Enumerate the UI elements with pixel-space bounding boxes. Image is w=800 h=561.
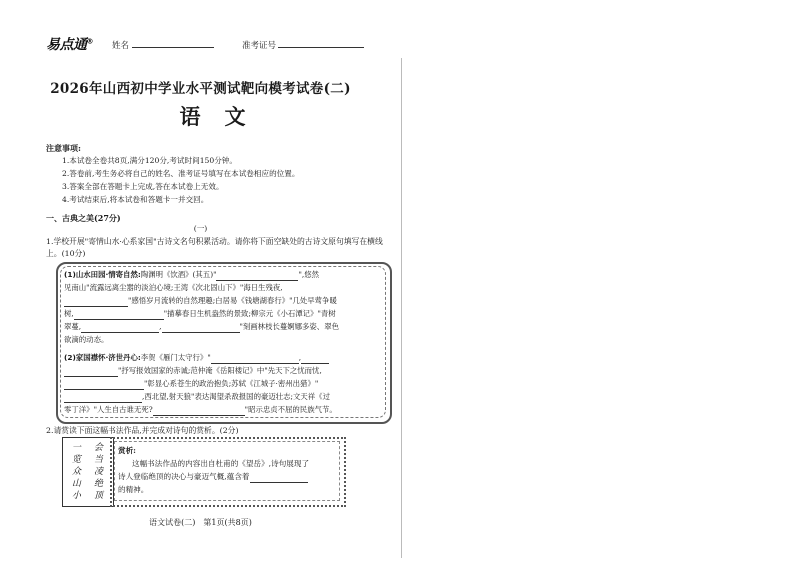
exam-title: 2026年山西初中学业水平测试靶向模考试卷(二): [50, 81, 351, 97]
block1-line: 树, "描摹春日生机盎然的景致;柳宗元《小石潭记》"青树: [64, 307, 380, 320]
notice-item: 2.答卷前,考生务必将自己的姓名、准考证号填写在本试卷相应的位置。: [62, 169, 300, 178]
block2-line: 零丁洋》"人生自古谁无死? "昭示忠贞不屈的民族气节。: [64, 403, 380, 416]
block1-line: 翠蔓, , "刻画林枝长蔓婀娜多姿、翠色: [64, 320, 380, 333]
notice-item: 3.答案全部在答题卡上完成,答在本试卷上无效。: [62, 182, 224, 191]
notice-item: 4.考试结束后,将本试卷和答题卡一并交回。: [62, 195, 209, 204]
appreciation-label: 赏析:: [118, 446, 136, 455]
appreciation-text: [118, 444, 338, 496]
block1-line: "感悟岁月流转的自然理趣;白居易《钱塘湖春行》"几处早莺争暖: [64, 294, 380, 307]
block2-line: "抒写报效国家的赤诚;范仲淹《岳阳楼记》中"先天下之忧而忧,: [64, 364, 380, 377]
block2-line: (2)家国襟怀·济世丹心:李贺《雁门太守行》" ,: [64, 351, 380, 364]
calligraphy-column: 会当凌绝顶: [93, 443, 103, 501]
page-footer: 语文试卷(二) 第1页(共8页): [149, 518, 252, 527]
appreciation-line: 诗人登临绝顶的决心与豪迈气概,蕴含着: [118, 472, 250, 481]
block2-line: "彰显心系苍生的政治抱负;苏轼《江城子·密州出猎》": [64, 377, 380, 390]
part-heading: (一): [193, 224, 208, 233]
name-blank: [132, 38, 214, 48]
block1-line: 欲滴的动态。: [64, 335, 109, 344]
block1-line: (1)山水田园·情寄自然:陶渊明《饮酒》(其五)" ",悠然: [64, 268, 380, 281]
section-heading: 一、古典之美(27分): [46, 213, 121, 223]
block1-line: 见南山"流露远离尘嚣的淡泊心境;王湾《次北固山下》"海日生残夜,: [64, 283, 283, 292]
calligraphy-column: 一览众山小: [71, 443, 81, 501]
appreciation-line: 这幅书法作品的内容出自杜甫的《望岳》,诗句展现了: [132, 459, 310, 468]
block2-line: ,西北望,射天狼"表达渴望杀敌报国的豪迈壮志;文天祥《过: [64, 390, 380, 403]
exam-number-label: 准考证号: [242, 41, 277, 51]
appreciation-line: 的精神。: [118, 485, 149, 494]
notice-heading: 注意事项:: [46, 143, 81, 153]
brand-logo: 易点通®: [46, 37, 93, 53]
answer-blank[interactable]: [250, 474, 308, 483]
exam-number-blank: [278, 38, 364, 48]
question-2-prompt: 2.请赏读下面这幅书法作品,并完成对诗句的赏析。(2分): [46, 426, 239, 435]
answer-blank[interactable]: [153, 407, 245, 416]
fold-divider: [401, 58, 402, 558]
question-1-prompt: 1.学校开展"寄情山水·心系家国"古诗文名句积累活动。请你将下面空缺处的古诗文原句填写在横线上。(10分): [46, 237, 383, 258]
subject-title: 语文: [179, 104, 270, 129]
calligraphy-artwork: [62, 437, 114, 507]
notice-item: 1.本试卷全卷共8页,满分120分,考试时间150分钟。: [62, 156, 237, 165]
name-label: 姓名: [112, 41, 130, 51]
